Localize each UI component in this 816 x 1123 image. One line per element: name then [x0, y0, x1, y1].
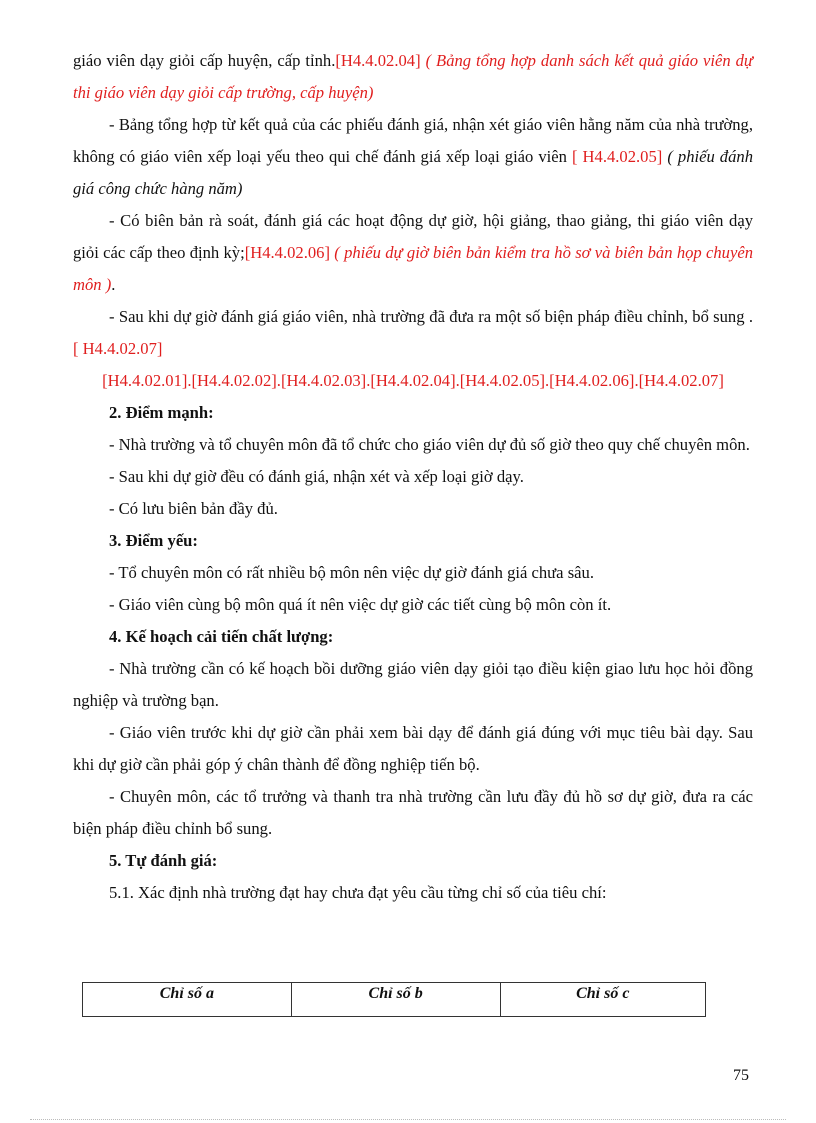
list-item: - Có lưu biên bản đầy đủ.	[109, 499, 278, 518]
paragraph-1: giáo viên dạy giỏi cấp huyện, cấp tỉnh.[H4.4.02.04] ( Bảng tổng hợp danh sách kết quả giáo viên dự thi giáo viên dạy giỏi cấp trường, cấp huyện)	[73, 51, 753, 102]
self-eval-heading: 5. Tự đánh giá:	[109, 851, 218, 870]
strengths-heading: 2. Điểm mạnh:	[109, 403, 214, 422]
list-item: - Giáo viên cùng bộ môn quá ít nên việc dự giờ các tiết cùng bộ môn còn ít.	[109, 595, 612, 614]
plan-heading: 4. Kế hoạch cải tiến chất lượng:	[109, 627, 334, 646]
evidence-ref: [ H4.4.02.05]	[571, 147, 663, 166]
document-body	[73, 45, 753, 909]
page-border	[30, 1119, 786, 1120]
evidence-refs-line: [H4.4.02.01].[H4.4.02.02].[H4.4.02.03].[H4.4.02.04].[H4.4.02.05].[H4.4.02.06].[H4.4.02.07]	[102, 371, 724, 390]
table-header-cell: Chỉ số b	[291, 983, 500, 1017]
table-header-cell: Chỉ số c	[500, 983, 705, 1017]
criteria-table	[82, 982, 706, 1017]
list-item: - Tổ chuyên môn có rất nhiều bộ môn nên việc dự giờ đánh giá chưa sâu.	[109, 563, 594, 582]
table-row	[83, 983, 706, 1017]
paragraph-2: - Bảng tổng hợp từ kết quả của các phiếu đánh giá, nhận xét giáo viên hằng năm của nhà trường, không có giáo viên xếp loại yếu theo qui chế đánh giá xếp loại giáo viên [ H4.4.02.05] ( phiếu đánh giá công chức hàng năm)	[73, 115, 753, 198]
list-item: - Giáo viên trước khi dự giờ cần phải xem bài dạy để đánh giá đúng với mục tiêu bài dạy. Sau khi dự giờ cần phải góp ý chân thành để đồng nghiệp tiến bộ.	[73, 723, 753, 774]
paragraph-4: - Sau khi dự giờ đánh giá giáo viên, nhà trường đã đưa ra một số biện pháp điều chỉnh, bổ sung . [ H4.4.02.07]	[73, 307, 753, 358]
evidence-ref: [H4.4.02.04]	[335, 51, 421, 70]
evidence-note: ( phiếu dự giờ biên bản kiểm tra hồ sơ và biên bản họp chuyên môn )	[73, 243, 753, 294]
weaknesses-heading: 3. Điểm yếu:	[109, 531, 198, 550]
self-eval-subheading: 5.1. Xác định nhà trường đạt hay chưa đạt yêu cầu từng chỉ số của tiêu chí:	[109, 883, 607, 902]
table-header-cell: Chỉ số a	[83, 983, 292, 1017]
paragraph-3: - Có biên bản rà soát, đánh giá các hoạt động dự giờ, hội giảng, thao giảng, thi giáo viên dạy giỏi các cấp theo định kỳ;[H4.4.02.06] ( phiếu dự giờ biên bản kiểm tra hồ sơ và biên bản họp chuyên môn ).	[73, 211, 753, 294]
list-item: - Nhà trường và tổ chuyên môn đã tổ chức cho giáo viên dự đủ số giờ theo quy chế chuyên môn.	[109, 435, 750, 454]
evidence-note: ( phiếu đánh giá công chức hàng năm)	[73, 147, 753, 198]
list-item: - Sau khi dự giờ đều có đánh giá, nhận xét và xếp loại giờ dạy.	[109, 467, 524, 486]
evidence-ref: [H4.4.02.06]	[244, 243, 330, 262]
page-number: 75	[733, 1067, 749, 1084]
evidence-note: ( Bảng tổng hợp danh sách kết quả giáo viên dự thi giáo viên dạy giỏi cấp trường, cấp huyện)	[73, 51, 753, 102]
evidence-ref: [ H4.4.02.07]	[73, 339, 163, 358]
list-item: - Chuyên môn, các tổ trưởng và thanh tra nhà trường cần lưu đầy đủ hồ sơ dự giờ, đưa ra các biện pháp điều chỉnh bổ sung.	[73, 787, 753, 838]
list-item: - Nhà trường cần có kế hoạch bồi dưỡng giáo viên dạy giỏi tạo điều kiện giao lưu học hỏi đồng nghiệp và trường bạn.	[73, 659, 753, 710]
